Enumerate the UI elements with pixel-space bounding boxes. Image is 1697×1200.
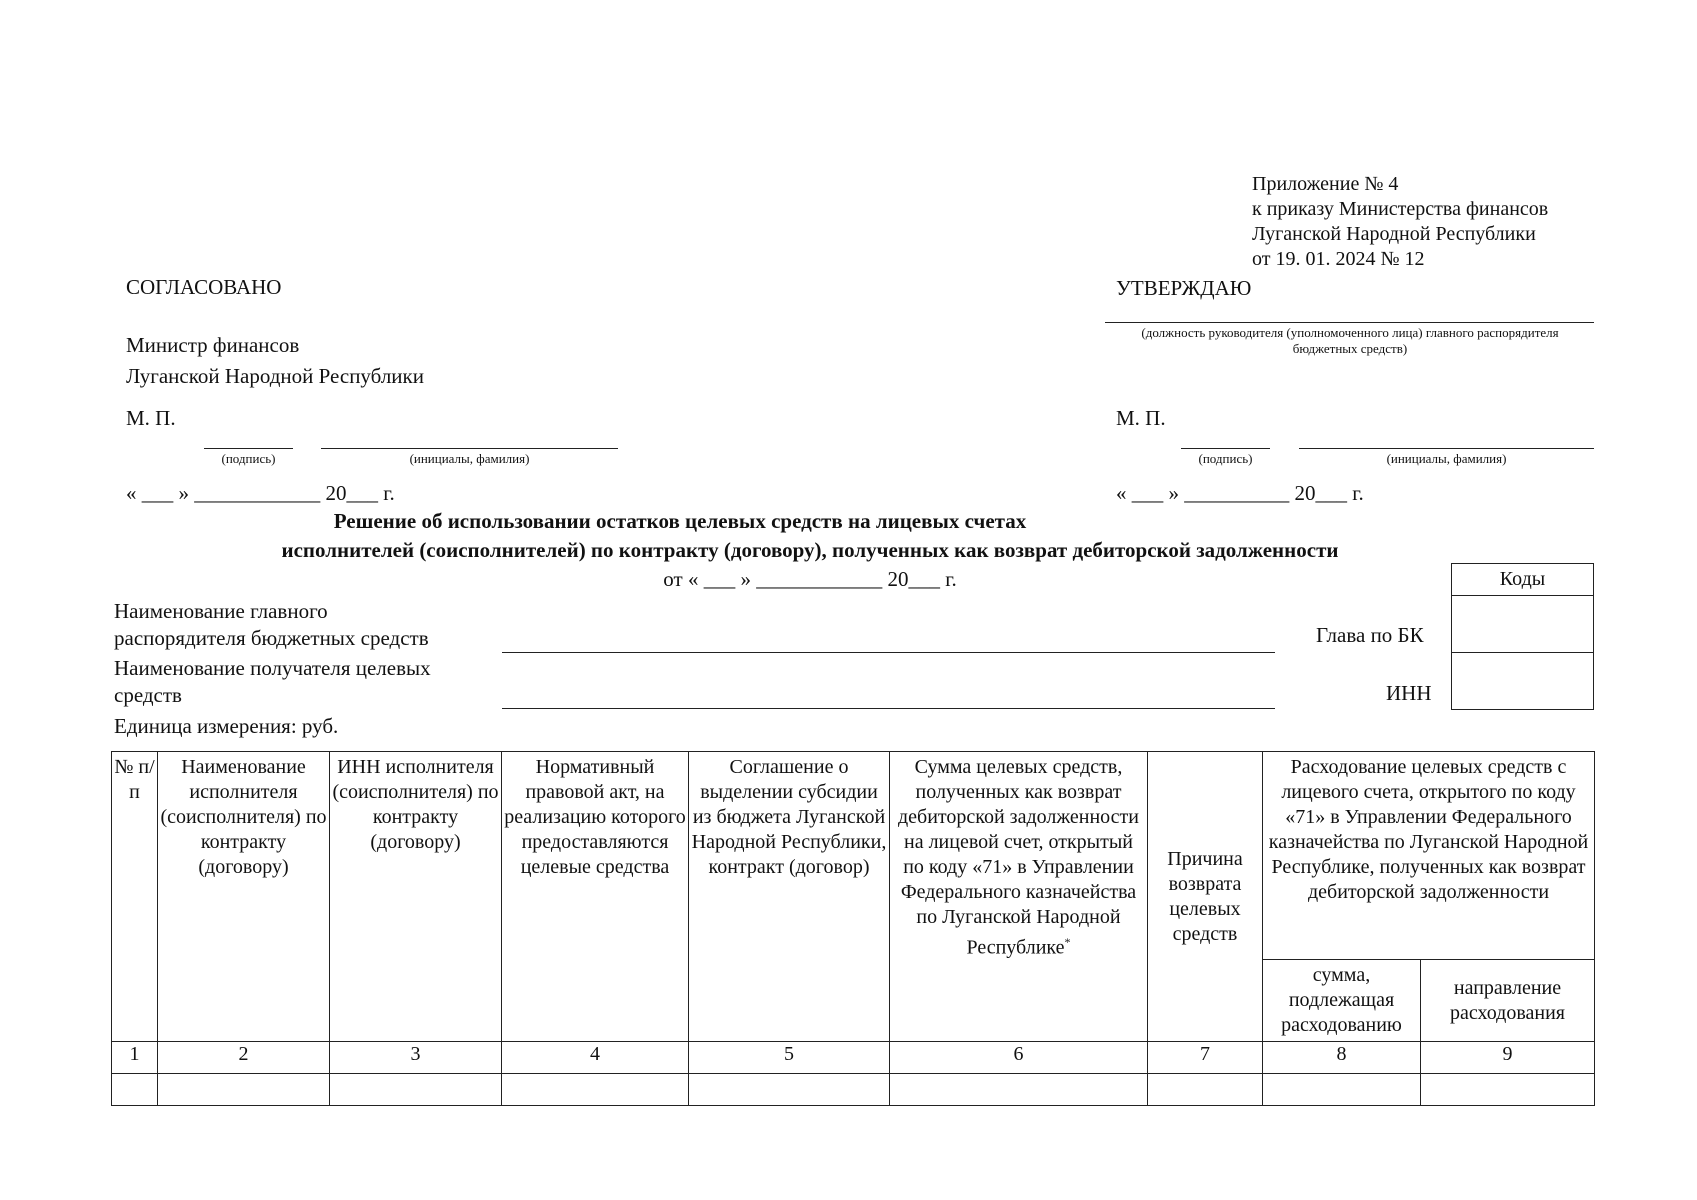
right-signature-line xyxy=(1181,448,1270,449)
table-cell[interactable] xyxy=(112,1074,158,1106)
header-executor-name: Наименование исполнителя (соисполнителя) по контракту (договору) xyxy=(158,752,330,1042)
main-table xyxy=(111,751,1595,1106)
table-cell[interactable] xyxy=(689,1074,890,1106)
header-amount-to-spend: сумма, подлежащая расходованию xyxy=(1263,960,1421,1042)
table-cell[interactable] xyxy=(1263,1074,1421,1106)
table-cell[interactable] xyxy=(330,1074,502,1106)
minister-position-line: Министр финансов xyxy=(126,333,300,357)
header-number: № п/п xyxy=(112,752,158,1042)
column-number: 6 xyxy=(890,1042,1148,1074)
minister-position xyxy=(126,330,424,392)
column-number: 7 xyxy=(1148,1042,1263,1074)
unit-label: Единица измерения: руб. xyxy=(114,714,339,738)
left-name-line xyxy=(321,448,618,449)
column-number-row xyxy=(112,1042,1595,1074)
appendix-line: Луганской Народной Республики xyxy=(1252,223,1536,245)
recipient-label xyxy=(114,655,431,709)
table-header-row xyxy=(112,752,1595,960)
right-date-line: « ___ » __________ 20___ г. xyxy=(1116,481,1364,505)
codes-glava-value[interactable] xyxy=(1452,596,1594,653)
table-cell[interactable] xyxy=(1148,1074,1263,1106)
right-name-caption: (инициалы, фамилия) xyxy=(1386,451,1507,466)
right-name-line xyxy=(1299,448,1594,449)
table-cell[interactable] xyxy=(1421,1074,1595,1106)
approve-heading: УТВЕРЖДАЮ xyxy=(1116,276,1252,300)
appendix-line: от 19. 01. 2024 № 12 xyxy=(1252,248,1425,270)
column-number: 2 xyxy=(158,1042,330,1074)
right-position-caption: (должность руководителя (уполномоченного лица) главного распорядителя бюджетных средств) xyxy=(1141,325,1559,356)
recipient-label-line: средств xyxy=(114,683,182,707)
column-number: 5 xyxy=(689,1042,890,1074)
chief-manager-label-line: Наименование главного xyxy=(114,599,328,623)
header-spending: Расходование целевых средств с лицевого счета, открытого по коду «71» в Управлении Федерального казначейства по Луганской Народной Республике, полученных как возврат дебиторской задолженности xyxy=(1263,752,1595,960)
right-signature-caption: (подпись) xyxy=(1198,451,1253,466)
right-stamp-label: М. П. xyxy=(1116,406,1166,430)
header-spending-direction: направление расходования xyxy=(1421,960,1595,1042)
appendix-block xyxy=(1252,172,1548,272)
header-returned-sum xyxy=(890,752,1148,1042)
column-number: 9 xyxy=(1421,1042,1595,1074)
column-number: 3 xyxy=(330,1042,502,1074)
table-cell[interactable] xyxy=(502,1074,689,1106)
left-stamp-label: М. П. xyxy=(126,406,176,430)
table-cell[interactable] xyxy=(158,1074,330,1106)
left-signature-caption: (подпись) xyxy=(221,451,276,466)
document-title-line1: Решение об использовании остатков целевых средств на лицевых счетах xyxy=(333,509,1027,533)
header-return-reason: Причина возврата целевых средств xyxy=(1148,752,1263,1042)
inn-label: ИНН xyxy=(1386,681,1432,705)
appendix-line: к приказу Министерства финансов xyxy=(1252,198,1549,220)
chief-manager-label-line: распорядителя бюджетных средств xyxy=(114,626,429,650)
minister-position-line: Луганской Народной Республики xyxy=(126,364,424,388)
column-number: 8 xyxy=(1263,1042,1421,1074)
table-cell[interactable] xyxy=(890,1074,1148,1106)
codes-inn-value[interactable] xyxy=(1452,653,1594,710)
document-title-line2: исполнителей (соисполнителей) по контракту (договору), полученных как возврат дебиторской задолженности xyxy=(281,538,1339,562)
footnote-mark: * xyxy=(1064,935,1071,949)
codes-header: Коды xyxy=(1452,564,1594,596)
header-executor-inn: ИНН исполнителя (соисполнителя) по контракту (договору) xyxy=(330,752,502,1042)
chief-manager-field-line[interactable] xyxy=(502,652,1275,653)
glava-bk-label: Глава по БК xyxy=(1316,623,1424,647)
chief-manager-label xyxy=(114,598,429,652)
header-agreement: Соглашение о выделении субсидии из бюджета Луганской Народной Республики, контракт (договор) xyxy=(689,752,890,1042)
document-date-line: от « ___ » ____________ 20___ г. xyxy=(663,567,957,591)
recipient-label-line: Наименование получателя целевых xyxy=(114,656,431,680)
header-returned-sum-text: Сумма целевых средств, полученных как возврат дебиторской задолженности на лицевой счет, открытый по коду «71» в Управлении Федерального казначейства по Луганской Народной Республике xyxy=(897,756,1139,959)
header-legal-act: Нормативный правовой акт, на реализацию которого предоставляются целевые средства xyxy=(502,752,689,1042)
codes-table xyxy=(1451,563,1594,710)
left-date-line: « ___ » ____________ 20___ г. xyxy=(126,481,395,505)
appendix-line: Приложение № 4 xyxy=(1252,173,1399,195)
left-name-caption: (инициалы, фамилия) xyxy=(409,451,530,466)
table-row xyxy=(112,1074,1595,1106)
column-number: 4 xyxy=(502,1042,689,1074)
column-number: 1 xyxy=(112,1042,158,1074)
agreed-heading: СОГЛАСОВАНО xyxy=(126,275,282,299)
left-signature-line xyxy=(204,448,293,449)
right-position-line xyxy=(1105,322,1594,323)
recipient-field-line[interactable] xyxy=(502,708,1275,709)
